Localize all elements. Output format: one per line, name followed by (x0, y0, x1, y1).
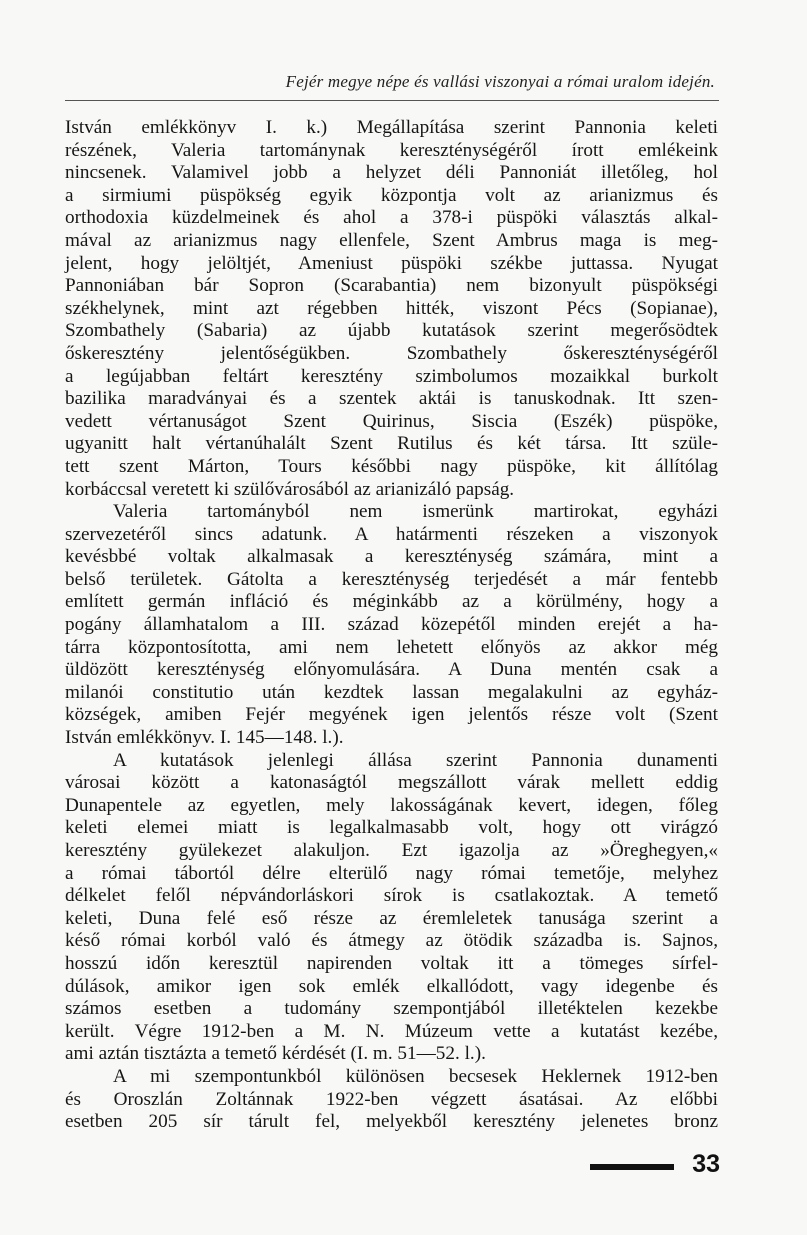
text-line: mával az arianizmus nagy ellenfele, Szent Ambrus maga is meg- (65, 229, 718, 251)
page-number: 33 (692, 1150, 720, 1178)
text-line: kevésbbé voltak alkalmasak a kereszténység számára, mint a (65, 546, 718, 568)
text-line: szervezetéről sincs adatunk. A határmenti részeken a viszonyok (65, 523, 718, 545)
text-line: őskeresztény jelentőségükben. Szombathely őskereszténységéről (65, 342, 718, 364)
text-line: vedett vértanuságot Szent Quirinus, Siscia (Eszék) püspöke, (65, 410, 718, 432)
paragraph-start-line: Valeria tartományból nem ismerünk martirokat, egyházi (113, 501, 718, 523)
text-line: említett germán infláció és méginkább az a körülmény, hogy a (65, 591, 718, 613)
text-line: esetben 205 sír tárult fel, melyekből keresztény jelenetes bronz (65, 1111, 718, 1133)
text-line: bazilika maradványai és a szentek aktái is tanuskodnak. Itt szen- (65, 388, 718, 410)
paragraph-start-line: A kutatások jelenlegi állása szerint Pannonia dunamenti (113, 749, 718, 771)
text-line: városai között a katonaságtól megszállott várak mellett eddig (65, 772, 718, 794)
text-line: Pannoniában bár Sopron (Scarabantia) nem bizonyult püspökségi (65, 275, 718, 297)
text-line: belső területek. Gátolta a kereszténység terjedését a már fentebb (65, 568, 718, 590)
text-line: részének, Valeria tartománynak kereszténységéről írott emlékeink (65, 139, 718, 161)
text-line: délkelet felől népvándorláskori sírok is csatlakoztak. A temető (65, 885, 718, 907)
text-line: községek, amiben Fejér megyének igen jelentős része volt (Szent (65, 704, 718, 726)
text-line: keleti, Duna felé eső része az éremleletek tanusága szerint a (65, 907, 718, 929)
text-line: korbáccsal veretett ki szülővárosából az arianizáló papság. (65, 478, 515, 500)
page-footer (590, 1152, 720, 1182)
running-header: Fejér megye népe és vallási viszonyai a római uralom idején. (285, 72, 715, 91)
paragraph-start-line: A mi szempontunkból különösen becsesek Heklernek 1912-ben (113, 1065, 718, 1087)
text-line: üldözött kereszténység előnyomulására. A Duna mentén csak a (65, 659, 718, 681)
text-line: orthodoxia küzdelmeinek és ahol a 378-i püspöki választás alkal- (65, 207, 718, 229)
text-line: tárra központosította, ami nem lehetett előnyös az akkor még (65, 636, 718, 658)
text-line: jelent, hogy jelöltjét, Ameniust püspöki székbe juttassa. Nyugat (65, 252, 718, 274)
text-line: dúlások, amikor igen sok emlék elkallódott, vagy idegenbe és (65, 975, 718, 997)
page-number-bar (590, 1164, 674, 1170)
text-line: került. Végre 1912-ben a M. N. Múzeum vette a kutatást kezébe, (65, 1020, 718, 1042)
text-line: tett szent Márton, Tours későbbi nagy püspöke, kit állítólag (65, 455, 718, 477)
text-line: ami aztán tisztázta a temető kérdését (I. m. 51—52. l.). (65, 1043, 486, 1065)
text-line: keresztény gyülekezet alakuljon. Ezt igazolja az »Öreghegyen,« (65, 840, 718, 861)
text-line: keleti elemei miatt is legalkalmasabb volt, hogy ott virágzó (65, 817, 718, 839)
text-line: a római tábortól délre elterülő nagy római temetője, melyhez (65, 862, 718, 884)
text-line: székhelynek, mint azt régebben hitték, viszont Pécs (Sopianae), (65, 297, 718, 319)
text-line: számos esetben a tudomány szempontjából illetéktelen kezekbe (65, 998, 718, 1020)
text-line: pogány államhatalom a III. század közepétől minden erejét a ha- (65, 614, 718, 636)
text-line: ugyanitt halt vértanúhalált Szent Rutilus és két társa. Itt szüle- (65, 433, 718, 455)
text-line: a legújabban feltárt keresztény szimbolumos mozaikkal burkolt (65, 365, 718, 387)
text-line: Dunapentele az egyetlen, mely lakosságának kevert, idegen, főleg (65, 794, 718, 816)
text-line: és Oroszlán Zoltánnak 1922-ben végzett ásatásai. Az előbbi (65, 1088, 718, 1110)
text-line: Szombathely (Sabaria) az újabb kutatások szerint megerősödtek (65, 320, 718, 342)
text-line: késő római korból való és átmegy az ötödik századba is. Sajnos, (65, 930, 718, 952)
text-line: hosszú időn keresztül napirenden voltak itt a tömeges sírfel- (65, 952, 718, 974)
text-line: milanói constitutio után kezdtek lassan megalakulni az egyház- (65, 681, 718, 703)
text-line: István emlékkönyv I. k.) Megállapítása szerint Pannonia keleti (65, 117, 718, 138)
header-rule (65, 100, 719, 101)
body-text (65, 117, 718, 1134)
text-line: István emlékkönyv. I. 145—148. l.). (65, 727, 344, 749)
text-line: nincsenek. Valamivel jobb a helyzet déli Pannoniát illetőleg, hol (65, 162, 718, 184)
text-line: a sirmiumi püspökség egyik központja volt az arianizmus és (65, 184, 718, 206)
